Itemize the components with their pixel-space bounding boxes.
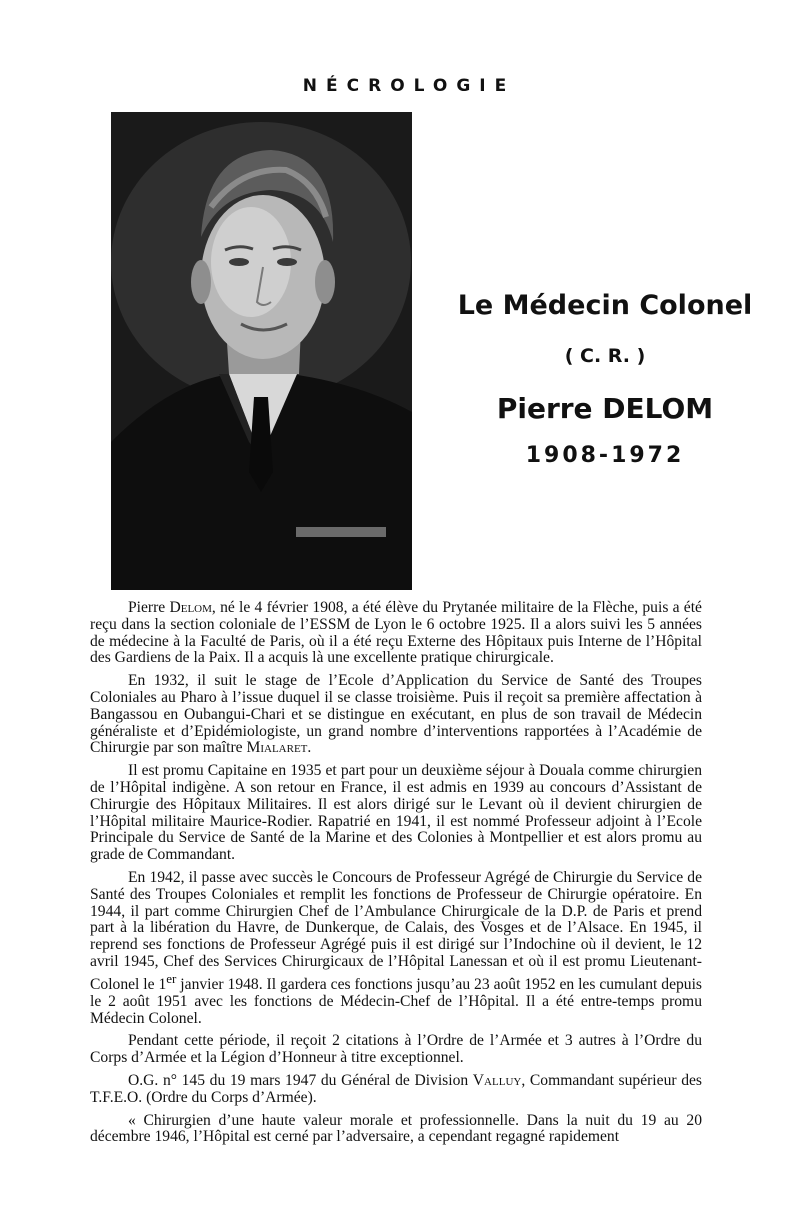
article-body <box>90 600 702 1152</box>
paragraph: En 1942, il passe avec succès le Concours de Professeur Agrégé de Chirurgie du Service de Santé des Troupes Coloniales et remplit les fonctions de Professeur de Chirurgie opératoire. En 1944, il part comme Chirurgien Chef de l’Ambulance Chirurgicale de la D.P. de Paris et prend part à la libération du Havre, de Dunkerque, de Calais, des Vosges et de l’Alsace. En 1945, il reprend ses fonctions de Professeur Agrégé puis il est dirigé sur l’Indochine où il devient, le 12 avril 1945, Chef des Services Chirurgicaux de l’Hôpital Lanessan et où il est promu Lieutenant-Colonel le 1er janvier 1948. Il gardera ces fonctions jusqu’au 23 août 1952 en les cumulant depuis le 2 août 1951 avec les fonctions de Médecin-Chef de l’Hôpital. Il a été entre-temps promu Médecin Colonel. <box>90 868 702 1027</box>
person-name: Mialaret <box>246 739 308 757</box>
person-name: Delom <box>169 599 212 616</box>
portrait-photo <box>111 112 412 590</box>
paragraph: O.G. n° 145 du 19 mars 1947 du Général de Division Valluy, Commandant supérieur des T.F.E.O. (Ordre du Corps d’Armée). <box>90 1071 702 1106</box>
heading-rank: Le Médecin Colonel <box>457 290 753 321</box>
portrait-illustration <box>111 112 412 590</box>
paragraph: « Chirurgien d’une haute valeur morale et professionnelle. Dans la nuit du 19 au 20 décembre 1946, l’Hôpital est cerné par l’adversaire, a cependant regagné rapidement <box>90 1111 702 1146</box>
heading-reserve: ( C. R. ) <box>564 345 646 367</box>
paragraph: En 1932, il suit le stage de l’Ecole d’Application du Service de Santé des Troupes Coloniales au Pharo à l’issue duquel il se classe troisième. Puis il reçoit sa première affectation à Bangassou en Oubangui-Chari et se distingue en exécutant, en plus de son travail de Médecin généraliste et d’Epidémiologiste, un grand nombre d’interventions rapportées à l’Académie de Chirurgie par son maître Mialaret. <box>90 672 702 757</box>
heading-dates: 1908-1972 <box>525 443 685 468</box>
superscript: er <box>166 970 177 986</box>
paragraph: Il est promu Capitaine en 1935 et part pour un deuxième séjour à Douala comme chirurgien de l’Hôpital indigène. A son retour en France, il est admis en 1939 au concours d’Assistant de Chirurgie des Hôpitaux Militaires. Il est alors dirigé sur le Levant où il devient chirurgien de l’Hôpital militaire Maurice-Rodier. Rapatrié en 1941, il est nommé Professeur adjoint à l’Ecole Principale du Service de Santé de la Marine et des Colonies à Montpellier et est alors promu au grade de Commandant. <box>90 762 702 864</box>
heading-name: Pierre DELOM <box>496 392 714 425</box>
person-name: Valluy <box>472 1071 522 1089</box>
paragraph: Pendant cette période, il reçoit 2 citations à l’Ordre de l’Armée et 3 autres à l’Ordre du Corps d’Armée et la Légion d’Honneur à titre exceptionnel. <box>90 1032 702 1067</box>
section-title: NÉCROLOGIE <box>302 76 516 96</box>
paragraph: Pierre Delom, né le 4 février 1908, a été élève du Prytanée militaire de la Flèche, puis a été reçu dans la section coloniale de l’ESSM de Lyon le 6 octobre 1925. Il a alors suivi les 5 années de médecine à la Faculté de Paris, où il a été reçu Externe des Hôpitaux puis Interne de l’Hôpital des Gardiens de la Paix. Il a acquis là une excellente pratique chirurgicale. <box>90 599 702 667</box>
